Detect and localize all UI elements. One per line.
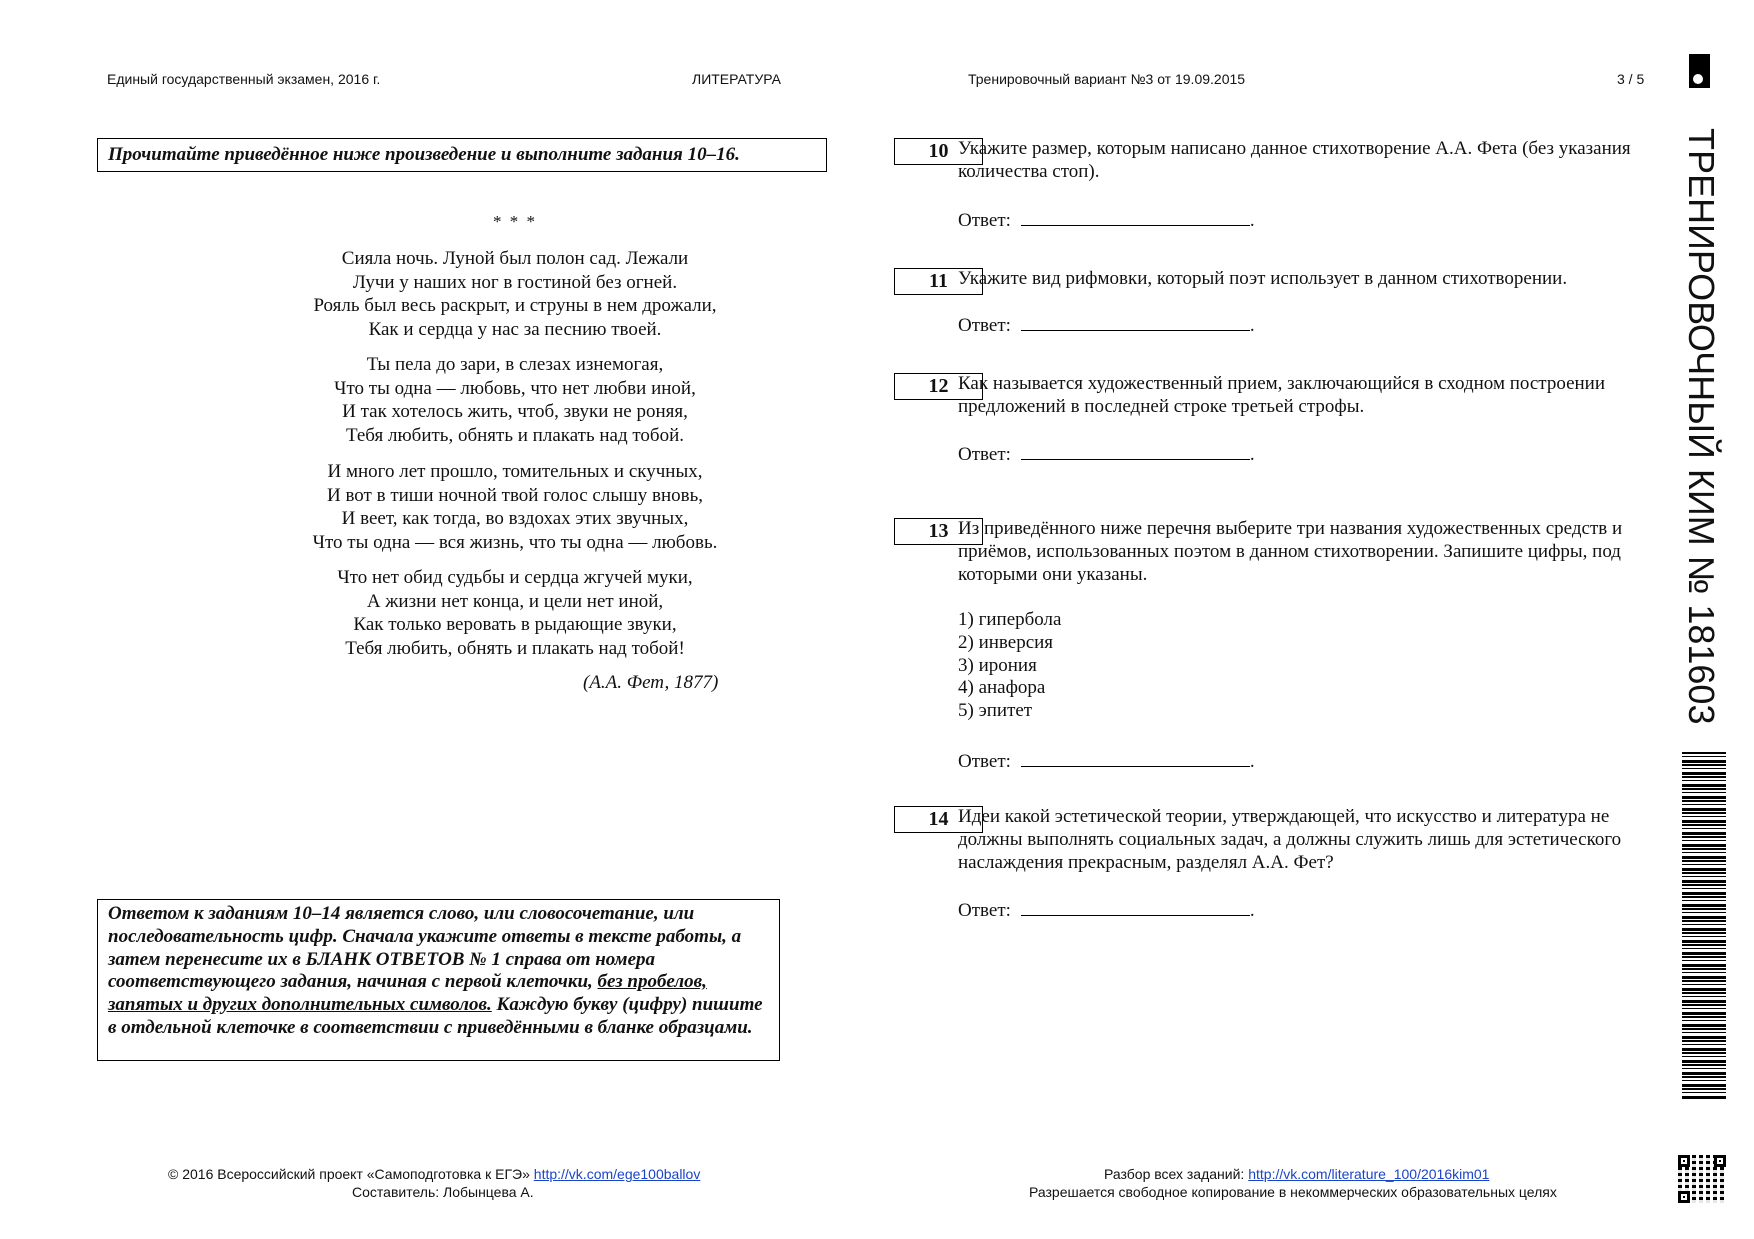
question-13-options xyxy=(958,609,1061,723)
question-10-number: 10 xyxy=(894,138,983,165)
poem-line: Тебя любить, обнять и плакать над тобой. xyxy=(345,425,685,447)
answer-end: . xyxy=(1249,751,1255,772)
poem-line: Сияла ночь. Луной был полон сад. Лежали xyxy=(341,248,689,269)
poem-line: Как и сердца у нас за песнию твоей. xyxy=(368,319,662,341)
poem-line: Что ты одна — вся жизнь, что ты одна — любовь. xyxy=(312,532,718,554)
poem-line: Ты пела до зари, в слезах изнемогая, xyxy=(366,354,664,375)
option-item: 4) анафора xyxy=(958,677,1046,699)
poem-line: А жизни нет конца, и цели нет иной, xyxy=(366,590,664,612)
answer-label: Ответ: xyxy=(958,751,1011,772)
question-14-number: 14 xyxy=(894,806,983,833)
poem-line: И веет, как тогда, во вздохах этих звучных, xyxy=(341,508,689,530)
header-variant: Тренировочный вариант №3 от 19.09.2015 xyxy=(968,71,1246,87)
side-title xyxy=(1682,128,1722,728)
question-10-answer[interactable] xyxy=(958,208,1255,232)
question-10-text: Укажите размер, которым написано данное стихотворение А.А. Фета (без указания количества стоп). xyxy=(958,138,1631,182)
note-part-2: Каждую букву (цифру) пишите в отдельной клеточке в соответствии с приведёнными в бланке образцами. xyxy=(108,994,763,1038)
answer-label: Ответ: xyxy=(958,900,1011,921)
option-item: 3) ирония xyxy=(958,654,1037,676)
note-underlined: без пробелов, запятых и других дополнительных символов. xyxy=(108,971,707,1016)
poem-stanza-4 xyxy=(230,566,800,661)
footer-license: Разрешается свободное копирование в некоммерческих образовательных целях xyxy=(1029,1184,1557,1200)
header-subject: ЛИТЕРАТУРА xyxy=(692,71,781,87)
question-13-number: 13 xyxy=(894,518,983,545)
question-13-answer[interactable] xyxy=(958,749,1255,773)
corner-marker-icon xyxy=(1689,54,1710,88)
answer-line[interactable] xyxy=(1021,313,1250,331)
answer-line[interactable] xyxy=(1021,208,1250,226)
question-12-number: 12 xyxy=(894,373,983,400)
footer-compiler: Составитель: Лобынцева А. xyxy=(352,1184,534,1200)
header-exam-title: Единый государственный экзамен, 2016 г. xyxy=(107,71,381,87)
question-11-text: Укажите вид рифмовки, который поэт использует в данном стихотворении. xyxy=(958,268,1568,289)
note-part-1: Ответом к заданиям 10–14 является слово, или словосочетание, или последовательность цифр. Сначала укажите ответы в тексте работы, а затем перенесите их в БЛАНК ОТВЕТОВ № 1 справа от номера соответствующего задания, начиная с первой клеточки, xyxy=(108,903,742,993)
poem-line: И вот в тиши ночной твой голос слышу вновь, xyxy=(326,484,704,506)
footer-analysis xyxy=(1104,1166,1489,1182)
poem-line: Что нет обид судьбы и сердца жгучей муки, xyxy=(337,567,693,588)
analysis-link[interactable]: http://vk.com/literature_100/2016kim01 xyxy=(1248,1166,1490,1182)
answer-line[interactable] xyxy=(1021,749,1250,767)
answer-end: . xyxy=(1249,900,1255,921)
qr-code-icon xyxy=(1678,1155,1726,1203)
answer-instructions-text xyxy=(108,903,773,1040)
answer-label: Ответ: xyxy=(958,210,1011,231)
poem-stanza-1 xyxy=(230,247,800,342)
answer-line[interactable] xyxy=(1021,898,1250,916)
poem-line: Как только веровать в рыдающие звуки, xyxy=(353,614,677,636)
poem-line: И много лет прошло, томительных и скучных, xyxy=(327,461,703,482)
side-title-text: ТРЕНИРОВОЧНЫЙ КИМ № 181603 xyxy=(1681,128,1722,725)
poem-stanza-2 xyxy=(230,353,800,448)
instruction-text: Прочитайте приведённое ниже произведение и выполните задания 10–16. xyxy=(108,144,740,165)
question-12-text: Как называется художественный прием, заключающийся в сходном построении предложений в последней строке третьей строфы. xyxy=(958,373,1606,417)
answer-label: Ответ: xyxy=(958,315,1011,336)
question-11-answer[interactable] xyxy=(958,313,1255,337)
answer-instructions-box xyxy=(97,899,780,1061)
footer-copyright xyxy=(168,1166,700,1182)
copyright-text: © 2016 Всероссийский проект «Самоподготовка к ЕГЭ» xyxy=(168,1166,530,1182)
question-14-answer[interactable] xyxy=(958,898,1255,922)
answer-end: . xyxy=(1249,210,1255,231)
poem-stanza-3 xyxy=(230,460,800,555)
instruction-box xyxy=(97,138,827,172)
copyright-link[interactable]: http://vk.com/ege100ballov xyxy=(533,1166,701,1182)
barcode-icon xyxy=(1682,752,1726,1100)
poem-author: (А.А. Фет, 1877) xyxy=(583,672,719,693)
question-13-text: Из приведённого ниже перечня выберите три названия художественных средств и приёмов, использованных поэтом в данном стихотворении. Запишите цифры, под которыми они указаны. xyxy=(958,518,1623,585)
option-item: 1) гипербола xyxy=(958,609,1062,630)
question-11-number: 11 xyxy=(894,268,983,295)
poem-stars: * * * xyxy=(493,212,537,231)
question-14-text: Идеи какой эстетической теории, утверждающей, что искусство и литература не должны выполнять социальных задач, а должны служить лишь для эстетического наслаждения прекрасным, разделял А.А. Фет? xyxy=(958,806,1622,873)
poem-line: И так хотелось жить, чтоб, звуки не роняя, xyxy=(342,401,688,423)
answer-end: . xyxy=(1249,444,1255,465)
question-12-answer[interactable] xyxy=(958,442,1255,466)
poem-line: Что ты одна — любовь, что нет любви иной, xyxy=(334,377,696,399)
poem-line: Лучи у наших ног в гостиной без огней. xyxy=(352,271,678,293)
answer-end: . xyxy=(1249,315,1255,336)
poem-line: Тебя любить, обнять и плакать над тобой! xyxy=(345,638,685,660)
answer-line[interactable] xyxy=(1021,442,1250,460)
poem-line: Рояль был весь раскрыт, и струны в нем дрожали, xyxy=(313,295,717,317)
header-page-number: 3 / 5 xyxy=(1617,71,1645,87)
option-item: 2) инверсия xyxy=(958,631,1054,653)
analysis-label: Разбор всех заданий: xyxy=(1104,1166,1245,1182)
answer-label: Ответ: xyxy=(958,444,1011,465)
option-item: 5) эпитет xyxy=(958,700,1033,722)
